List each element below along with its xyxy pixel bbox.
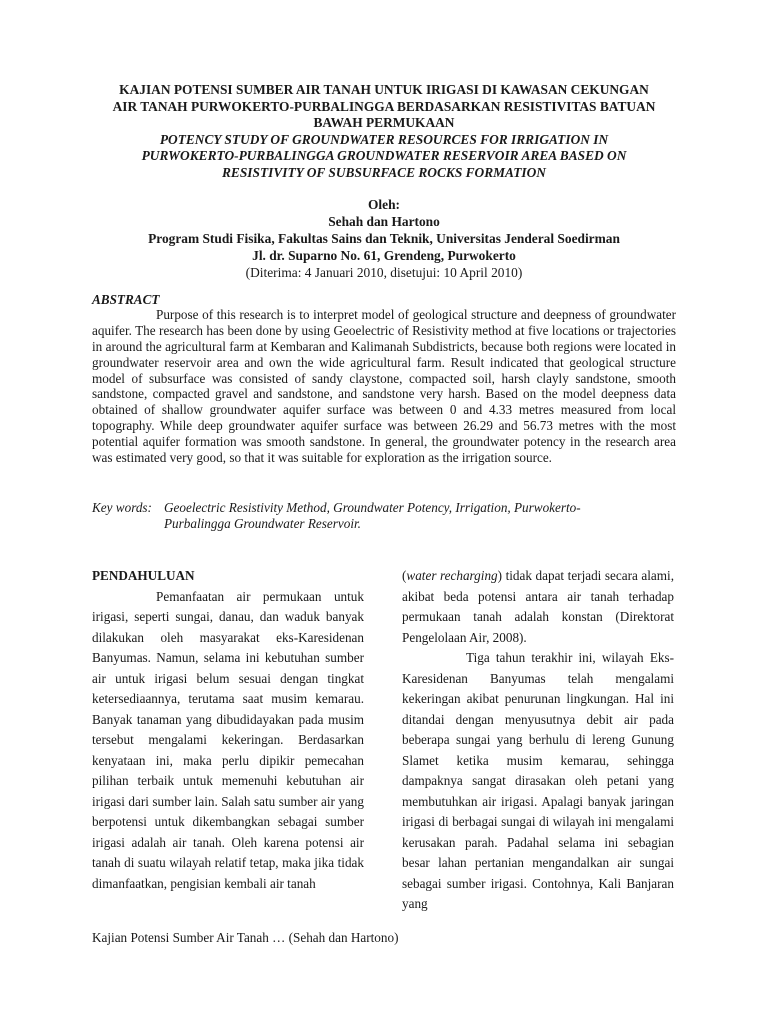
title-english-line-2: PURWOKERTO-PURBALINGGA GROUNDWATER RESERVOIR AREA BASED ON (141, 148, 627, 163)
body-paragraph-right-1-text: tidak dapat terjadi secara alami, akibat beda potensi antara air tanah terhadap permukaan tanah adalah konstan (Direktorat Pengelolaan Air, 2008). (402, 568, 674, 645)
body-column-left (92, 566, 364, 894)
received-accepted-dates: (Diterima: 4 Januari 2010, disetujui: 10 April 2010) (245, 265, 523, 280)
title-indonesian-line-1: KAJIAN POTENSI SUMBER AIR TANAH UNTUK IRIGASI DI KAWASAN CEKUNGAN (119, 82, 649, 97)
author-block (80, 196, 688, 281)
keywords-section (92, 500, 676, 532)
by-label: Oleh: (368, 197, 400, 212)
title-english-line-3: RESISTIVITY OF SUBSURFACE ROCKS FORMATION (222, 164, 546, 180)
keywords-line-1: Geoelectric Resistivity Method, Groundwater Potency, Irrigation, Purwokerto- (164, 500, 581, 515)
abstract-heading: ABSTRACT (92, 292, 160, 307)
author-affiliation: Program Studi Fisika, Fakultas Sains dan Teknik, Universitas Jenderal Soedirman (148, 231, 620, 246)
keywords-label: Key words: (92, 500, 152, 515)
section-heading-pendahuluan: PENDAHULUAN (92, 568, 195, 583)
title-english-line-1: POTENCY STUDY OF GROUNDWATER RESOURCES FOR IRRIGATION IN (159, 131, 609, 147)
title-indonesian-line-2: AIR TANAH PURWOKERTO-PURBALINGGA BERDASARKAN RESISTIVITAS BATUAN (112, 98, 656, 114)
italic-term: water recharging (406, 568, 498, 583)
author-names: Sehah dan Hartono (328, 214, 440, 229)
author-address: Jl. dr. Suparno No. 61, Grendeng, Purwokerto (252, 248, 516, 263)
body-paragraph-left: Pemanfaatan air permukaan untuk irigasi, seperti sungai, danau, dan waduk banyak dilakukan oleh masyarakat eks-Karesidenan Banyumas. Namun, selama ini kebutuhan sumber air untuk irigasi belum sesuai dengan tingkat ketersediaannya, terutama saat musim kemarau. Banyak tanaman yang dibudidayakan pada musim tersebut mengalami kekeringan. Berdasarkan kenyataan ini, maka perlu dipikir pemecahan pilihan terbaik untuk memenuhi kebutuhan air irigasi dari sumber lain. Salah satu sumber air yang berpotensi untuk dikembangkan sebagai sumber irigasi adalah air tanah. Oleh karena potensi air tanah di suatu wilayah relatif tetap, maka jika tidak dimanfaatkan, pengisian kembali air tanah (92, 588, 364, 891)
running-footer: Kajian Potensi Sumber Air Tanah … (Sehah dan Hartono) (92, 930, 399, 945)
keywords-line-2: Purbalingga Groundwater Reservoir. (164, 516, 361, 531)
body-paragraph-right-1: (water recharging) tidak dapat terjadi secara alami, akibat beda potensi antara air tanah terhadap permukaan tanah adalah konstan (Direktorat Pengelolaan Air, 2008). (402, 568, 674, 645)
abstract-text: Purpose of this research is to interpret model of geological structure and deepness of groundwater aquifer. The research has been done by using Geoelectric of Resistivity method at five locations or trajectories in around the agricultural farm at Kembaran and Kalimanah Subdistricts, because both regions were located in groundwater reservoir area and own the wide agricultural farm. Result indicated that geological structure model of subsurface was consisted of sandy claystone, compacted soil, harsh clayly sandstone, smooth sandstone, compacted gravel and sandstone, and sandstone very harsh. Based on the model deepness data obtained of shallow groundwater aquifer surface was between 0 and 4.33 metres measured from local topography. While deep groundwater aquifer surface was between 26.29 and 56.73 metres with the most potential aquifer formation was smooth sandstone. In general, the groundwater potency in the research area was estimated very good, so that it was suitable for exploration as the irrigation source. (92, 306, 676, 466)
abstract-section (92, 292, 676, 466)
body-column-right (402, 566, 674, 915)
body-paragraph-right-2: Tiga tahun terakhir ini, wilayah Eks-Karesidenan Banyumas telah mengalami kekeringan akibat penurunan lingkungan. Hal ini ditandai dengan menyusutnya debit air pada beberapa sungai yang berhulu di lereng Gunung Slamet ketika musim kemarau, sehingga dampaknya sangat dirasakan oleh petani yang membutuhkan air irigasi. Apalagi banyak jaringan irigasi di berbagai sungai di wilayah ini mengalami kerusakan parah. Padahal selama ini sebagian besar lahan pertanian mengandalkan air sungai sebagai sumber irigasi. Contohnya, Kali Banjaran yang (402, 650, 674, 911)
title-indonesian-line-3: BAWAH PERMUKAAN (313, 115, 455, 130)
paper-title-block (80, 82, 688, 181)
